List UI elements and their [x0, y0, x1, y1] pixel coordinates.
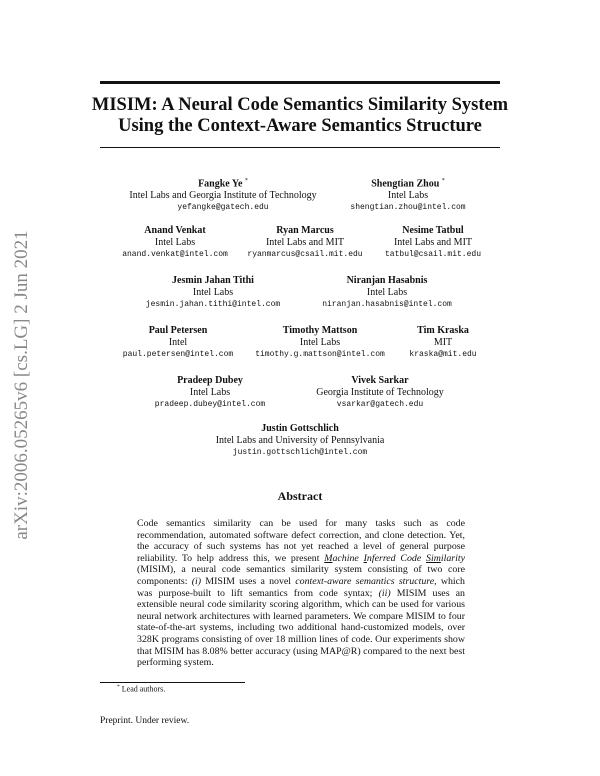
author-email[interactable]: yefangke@gatech.edu: [177, 203, 269, 213]
author-block: [409, 325, 476, 361]
footnote-rule: [100, 682, 245, 683]
author-name-text: Fangke Ye: [198, 178, 243, 190]
paper-title: [0, 95, 600, 137]
author-email[interactable]: pradeep.dubey@intel.com: [154, 400, 266, 409]
author-name-text: Nesime Tatbul: [402, 225, 464, 236]
author-email[interactable]: tatbul@csail.mit.edu: [384, 250, 482, 259]
author-name: [247, 225, 362, 237]
author-affiliation: Intel Labs: [299, 337, 341, 348]
author-name: [155, 375, 265, 387]
arxiv-identifier: arXiv:2006.05265v6 [cs.LG] 2 Jun 2021: [11, 230, 32, 540]
author-affiliation: Intel Labs and Georgia Institute of Technology: [129, 190, 317, 202]
author-email[interactable]: niranjan.hasabnis@intel.com: [322, 300, 452, 309]
author-name: [409, 325, 476, 337]
author-name: [255, 325, 385, 337]
abstract-text-segment: MISIM uses an extensible neural code similarity scoring algorithm, which can be used for various neural network architectures with learned parameters. We compare MISIM to four state-of-the-art systems, including two additional hand-customized models, over 328K programs consisting of over 18 million lines of code. Our experiments show that MISIM has 8.08% better accuracy (using MAP@R) compared to the next best performing system.: [137, 587, 465, 669]
abstract-body: [137, 518, 465, 669]
title-bottom-rule: [100, 147, 500, 148]
author-block: [123, 325, 233, 361]
author-affiliation: Intel Labs: [154, 237, 196, 248]
author-name: [385, 225, 481, 237]
author-block: [350, 175, 465, 214]
author-affiliation: Intel Labs: [387, 190, 429, 202]
abstract-text-segment: , which was purpose-built to lift semantics from code syntax;: [137, 575, 465, 599]
author-affiliation: Intel Labs and University of Pennsylvania: [215, 435, 385, 446]
author-block: [155, 375, 265, 411]
abstract-text-segment: context-aware semantics structure: [295, 575, 435, 587]
author-name-text: Ryan Marcus: [276, 225, 334, 236]
author-name-text: Vivek Sarkar: [351, 375, 409, 386]
author-affiliation: Intel Labs and MIT: [265, 237, 345, 248]
title-line: Using the Context-Aware Semantics Structure: [118, 116, 482, 136]
footnote-text: Lead authors.: [121, 684, 166, 694]
author-name: [216, 423, 385, 435]
author-name: [146, 275, 280, 287]
author-block: [216, 423, 385, 459]
author-affiliation: MIT: [433, 337, 453, 348]
author-block: [255, 325, 385, 361]
abstract-text-segment: (i): [191, 575, 202, 587]
author-name: [350, 175, 465, 190]
abstract-text-segment: (ii): [378, 587, 391, 599]
author-email[interactable]: kraska@mit.edu: [409, 350, 477, 359]
lead-author-mark: *: [244, 178, 248, 184]
author-block: [385, 225, 481, 261]
author-affiliation: Intel: [168, 337, 188, 348]
author-email[interactable]: jesmin.jahan.tithi@intel.com: [145, 300, 281, 309]
abstract-text-segment: achine: [332, 552, 364, 564]
abstract-text-segment: I: [363, 552, 367, 564]
author-email[interactable]: shengtian.zhou@intel.com: [350, 203, 466, 213]
author-email[interactable]: timothy.g.mattson@intel.com: [255, 350, 385, 359]
author-email[interactable]: vsarkar@gatech.edu: [336, 400, 424, 409]
abstract-text-segment: Code semantics similarity can be used for many tasks such as code recommendation, automated software defect correction, and clone detection. Yet, the accuracy of such systems has not yet reached a level of general purpose reliability. To help address this, we present: [137, 518, 465, 564]
author-email[interactable]: anand.venkat@intel.com: [122, 250, 228, 259]
abstract-text-segment: MISIM uses a novel: [201, 575, 296, 587]
abstract-text-segment: M: [324, 552, 333, 564]
abstract-text-segment: ilarity: [440, 552, 465, 564]
author-name-text: Paul Petersen: [148, 325, 208, 336]
author-affiliation: Intel Labs and MIT: [393, 237, 473, 248]
lead-author-mark: *: [441, 178, 445, 184]
author-name: [322, 275, 452, 287]
author-email[interactable]: justin.gottschlich@intel.com: [232, 448, 368, 457]
top-rule: [100, 81, 500, 84]
author-block: [322, 275, 452, 311]
author-name: [316, 375, 444, 387]
author-block: [129, 175, 316, 214]
preprint-notice: Preprint. Under review.: [100, 716, 190, 726]
author-affiliation: Intel Labs: [366, 287, 408, 298]
author-name-text: Justin Gottschlich: [261, 423, 339, 434]
author-block: [247, 225, 362, 261]
abstract-text-segment: Sim: [426, 552, 441, 564]
abstract-text-segment: (MISIM), a neural code semantics similarity system consisting of two core components:: [137, 564, 465, 587]
author-affiliation: Intel Labs: [192, 287, 234, 298]
author-block: [146, 275, 280, 311]
author-affiliation: Georgia Institute of Technology: [316, 387, 444, 398]
author-name: [122, 225, 228, 237]
author-email[interactable]: ryanmarcus@csail.mit.edu: [247, 250, 363, 259]
author-name-text: Timothy Mattson: [282, 325, 358, 336]
author-name: [123, 325, 233, 337]
author-block: [316, 375, 444, 411]
author-name-text: Niranjan Hasabnis: [346, 275, 428, 286]
author-name: [129, 175, 316, 190]
author-name-text: Jesmin Jahan Tithi: [172, 275, 254, 286]
author-name-text: Tim Kraska: [417, 325, 469, 336]
author-name-text: Shengtian Zhou: [371, 178, 440, 190]
footnote-mark: *: [117, 684, 120, 690]
abstract-heading: Abstract: [277, 489, 323, 503]
footnote: [117, 684, 165, 694]
title-line: MISIM: A Neural Code Semantics Similarity System: [91, 95, 509, 115]
author-affiliation: Intel Labs: [189, 387, 231, 398]
abstract-text-segment: Code: [400, 552, 427, 564]
author-email[interactable]: paul.petersen@intel.com: [122, 350, 234, 359]
author-name-text: Anand Venkat: [144, 225, 206, 236]
author-block: [122, 225, 228, 261]
abstract-text-segment: nferred: [366, 552, 401, 564]
author-name-text: Pradeep Dubey: [177, 375, 243, 386]
